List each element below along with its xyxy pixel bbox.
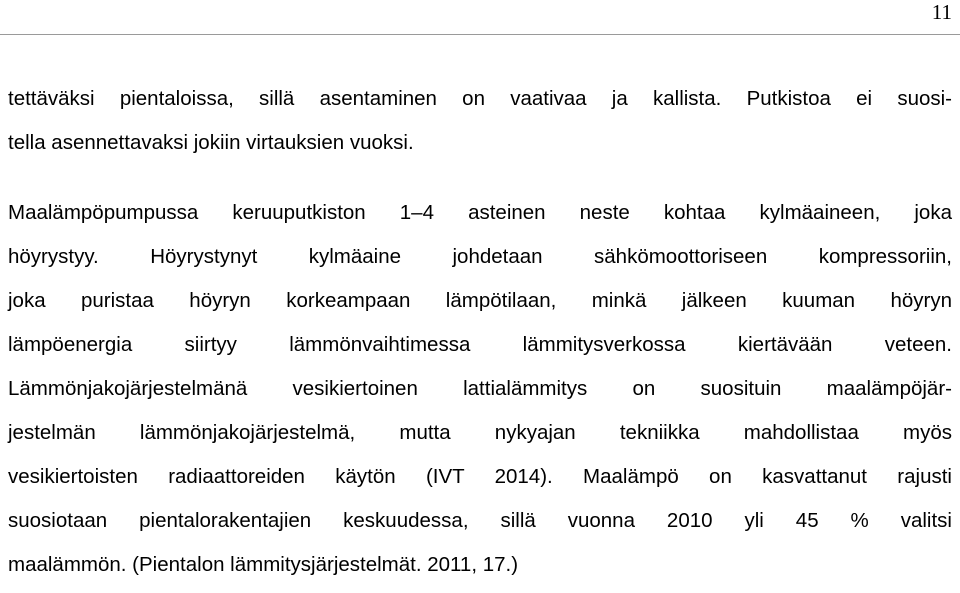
text-line: lämpöenergia siirtyy lämmönvaihtimessa lämmitysverkossa kiertävään veteen. (8, 333, 952, 356)
header-rule (0, 34, 960, 35)
text-line: höyrystyy. Höyrystynyt kylmäaine johdetaan sähkömoottoriseen kompressoriin, (8, 245, 952, 268)
text-line: tettäväksi pientaloissa, sillä asentaminen on vaativaa ja kallista. Putkistoa ei suosi- (8, 87, 952, 110)
text-line: tella asennettavaksi jokiin virtauksien vuoksi. (8, 131, 414, 154)
text-line: vesikiertoisten radiaattoreiden käytön (IVT 2014). Maalämpö on kasvattanut rajusti (8, 465, 952, 488)
paragraph-1 (8, 77, 952, 165)
text-line: suosiotaan pientalorakentajien keskuudessa, sillä vuonna 2010 yli 45 % valitsi (8, 509, 952, 532)
text-line: jestelmän lämmönjakojärjestelmä, mutta nykyajan tekniikka mahdollistaa myös (8, 421, 952, 444)
text-line: maalämmön. (Pientalon lämmitysjärjestelmät. 2011, 17.) (8, 553, 519, 576)
text-line: Maalämpöpumpussa keruuputkiston 1–4 asteinen neste kohtaa kylmäaineen, joka (8, 201, 952, 224)
text-line: Lämmönjakojärjestelmänä vesikiertoinen lattialämmitys on suosituin maalämpöjär- (8, 377, 952, 400)
text-line: joka puristaa höyryn korkeampaan lämpötilaan, minkä jälkeen kuuman höyryn (8, 289, 952, 312)
page-number: 11 (931, 0, 952, 24)
paragraph-2 (8, 191, 952, 587)
